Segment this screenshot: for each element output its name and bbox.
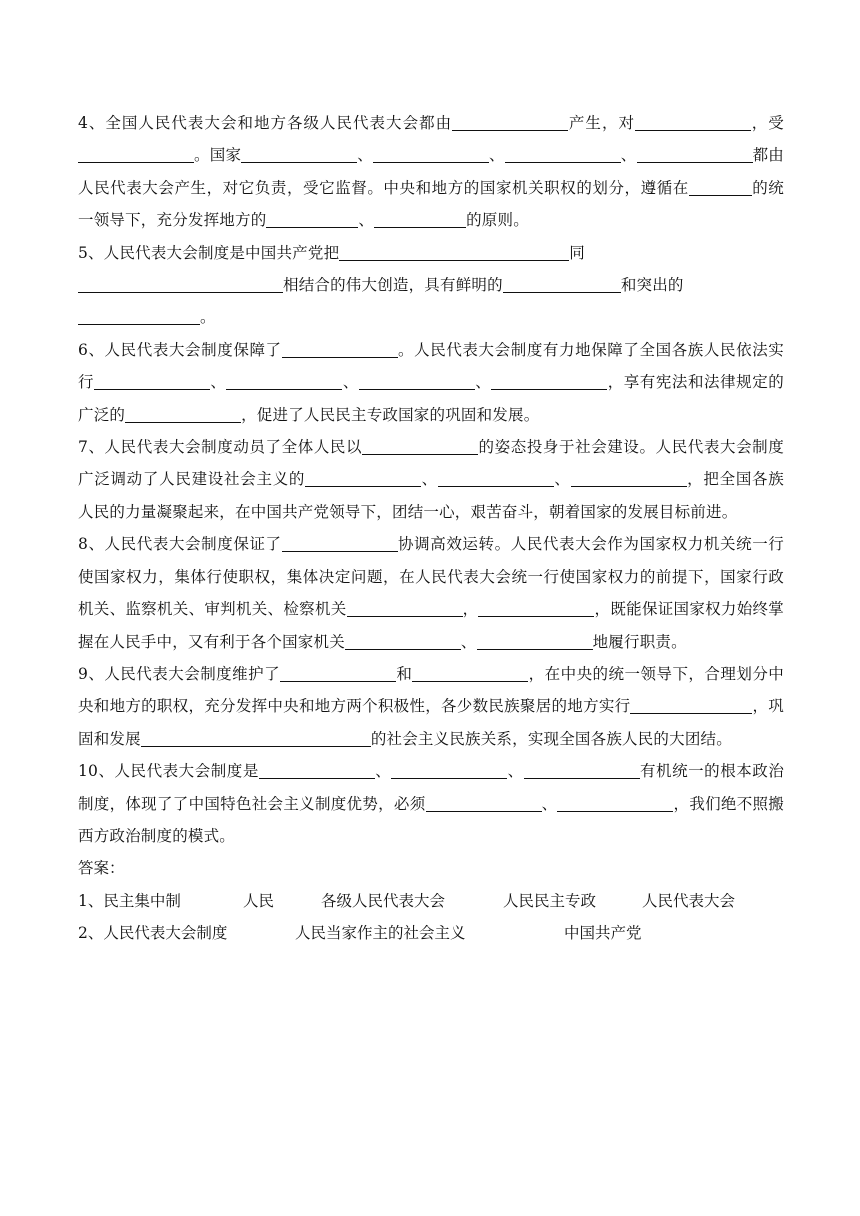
answer-item: 人民民主专政 (503, 891, 597, 910)
answer-item: 2、人民代表大会制度 (78, 924, 228, 943)
answer-blank[interactable] (524, 760, 640, 779)
answer-blank[interactable] (259, 760, 375, 779)
q7-text-1: 7、人民代表大会制度动员了全体人民以 (78, 438, 363, 457)
q10-text-4: 有机统一的根本政治制度，体现了了中国特色社会主义制度优势，必须 (78, 762, 785, 813)
q8-text-6: 地履行职责。 (592, 632, 687, 651)
q6-text-5: 、 (474, 373, 492, 392)
answer-blank[interactable] (412, 663, 528, 682)
answer-blank[interactable] (637, 144, 753, 163)
q10-text-5: 、 (541, 794, 558, 813)
answer-blank[interactable] (94, 371, 210, 390)
q5-text-5: 。 (200, 308, 216, 327)
q10-text-2: 、 (374, 762, 392, 781)
question-10 (78, 755, 784, 852)
q4-text-1: 4、全国人民代表大会和地方各级人民代表大会都由 (78, 114, 453, 132)
answer-blank[interactable] (305, 468, 421, 487)
answer-blank[interactable] (426, 793, 542, 812)
answers-row-1 (78, 885, 784, 917)
q8-text-4: ，既能保证国家权力始终掌握在人民手中，又有利于各个国家机关 (78, 600, 785, 651)
answer-blank[interactable] (78, 144, 194, 163)
question-7 (78, 431, 784, 528)
answer-blank[interactable] (477, 631, 593, 650)
answer-blank[interactable] (345, 631, 461, 650)
q7-text-3: 、 (421, 470, 438, 489)
q10-text-6: ，我们绝不照搬西方政治制度的模式。 (78, 794, 785, 845)
q9-text-2: 和 (396, 664, 413, 683)
answer-blank[interactable] (347, 598, 463, 617)
q4-text-10: 、 (358, 211, 375, 230)
q6-text-3: 、 (210, 373, 227, 392)
worksheet-page (78, 107, 784, 950)
q6-text-6: ，享有宪法和法律规定的广泛的 (78, 373, 784, 424)
q10-text-1: 10、人民代表大会制度是 (78, 762, 259, 781)
q4-text-11: 的原则。 (466, 211, 529, 230)
q7-text-5: ，把全国各族人民的力量凝聚起来，在中国共产党领导下，团结一心，艰苦奋斗，朝着国家的发展目标前进。 (78, 470, 784, 521)
answer-blank[interactable] (505, 144, 621, 163)
q6-text-2: 。人民代表大会制度有力地保障了全国各族人民依法实行 (78, 340, 784, 392)
q8-text-1: 8、人民代表大会制度保证了 (78, 535, 282, 554)
q4-text-9: 的统一领导下，充分发挥地方的 (78, 178, 784, 230)
q9-text-4: ，巩固和发展 (78, 697, 784, 748)
q5-text-2: 同 (569, 243, 585, 262)
answer-blank[interactable] (282, 533, 398, 552)
answer-blank[interactable] (478, 598, 594, 617)
answers-heading: 答案： (78, 859, 125, 878)
q5-text-1: 5、人民代表大会制度是中国共产党把 (78, 243, 340, 262)
answer-blank[interactable] (241, 144, 357, 163)
answers-row-2 (78, 917, 784, 949)
answer-item: 各级人民代表大会 (321, 891, 446, 910)
answer-blank[interactable] (362, 436, 478, 455)
q9-text-5: 的社会主义民族关系，实现全国各族人民的大团结。 (370, 729, 732, 748)
answer-blank[interactable] (630, 695, 752, 714)
answer-item: 人民当家作主的社会主义 (295, 924, 466, 943)
answer-blank[interactable] (78, 306, 200, 325)
question-9 (78, 658, 784, 755)
q4-text-2: 产生，对 (568, 114, 635, 132)
q4-text-6: 、 (489, 146, 505, 165)
q4-text-3: ，受 (750, 114, 784, 132)
answer-blank[interactable] (359, 371, 475, 390)
q10-text-3: 、 (507, 762, 524, 781)
answer-item: 人民 (243, 891, 275, 910)
answer-item: 1、民主集中制 (78, 891, 181, 910)
answer-blank[interactable] (557, 793, 673, 812)
q4-text-4: 。国家 (194, 146, 242, 165)
question-5 (78, 237, 784, 334)
answer-item: 人民代表大会 (642, 891, 736, 910)
answer-blank[interactable] (125, 404, 241, 423)
answer-blank[interactable] (226, 371, 342, 390)
q4-text-7: 、 (620, 146, 637, 165)
q5-text-4: 和突出的 (620, 276, 684, 295)
answer-blank[interactable] (374, 209, 466, 228)
question-8 (78, 528, 784, 658)
q5-text-3: 相结合的伟大创造，具有鲜明的 (283, 276, 503, 295)
q6-text-7: ，促进了人民民主专政国家的巩固和发展。 (241, 405, 540, 424)
answer-blank[interactable] (438, 468, 554, 487)
q6-text-4: 、 (342, 373, 359, 392)
answer-blank[interactable] (635, 112, 751, 131)
answer-blank[interactable] (689, 177, 752, 196)
answer-blank[interactable] (141, 728, 371, 747)
q4-text-5: 、 (357, 146, 373, 165)
q8-text-3: ， (462, 600, 479, 619)
q9-text-1: 9、人民代表大会制度维护了 (78, 664, 281, 683)
question-4 (78, 107, 784, 237)
answer-blank[interactable] (452, 112, 568, 131)
answer-blank[interactable] (78, 274, 283, 293)
question-6 (78, 334, 784, 431)
q8-text-2: 协调高效运转。人民代表大会作为国家权力机关统一行使国家权力，集体行使职权，集体决定问题，在人民代表大会统一行使国家权力的前提下，国家行政机关、监察机关、审判机关、检察机关 (78, 535, 784, 619)
answer-blank[interactable] (282, 339, 398, 358)
answer-blank[interactable] (571, 468, 687, 487)
answer-blank[interactable] (503, 274, 621, 293)
answer-blank[interactable] (339, 242, 569, 261)
answer-blank[interactable] (391, 760, 507, 779)
q7-text-4: 、 (553, 470, 571, 489)
answer-blank[interactable] (491, 371, 607, 390)
q4-text-8: 都由人民代表大会产生，对它负责，受它监督。中央和地方的国家机关职权的划分，遵循在 (78, 146, 784, 197)
q8-text-5: 、 (460, 632, 477, 651)
answer-blank[interactable] (373, 144, 489, 163)
q6-text-1: 6、人民代表大会制度保障了 (78, 340, 282, 359)
answer-blank[interactable] (280, 663, 396, 682)
q9-text-3: ，在中央的统一领导下，合理划分中央和地方的职权，充分发挥中央和地方两个积极性，各少数民族聚居的地方实行 (78, 664, 785, 716)
q7-text-2: 的姿态投身于社会建设。人民代表大会制度广泛调动了人民建设社会主义的 (78, 438, 784, 489)
answer-item: 中国共产党 (564, 924, 642, 943)
answer-blank[interactable] (266, 209, 358, 228)
